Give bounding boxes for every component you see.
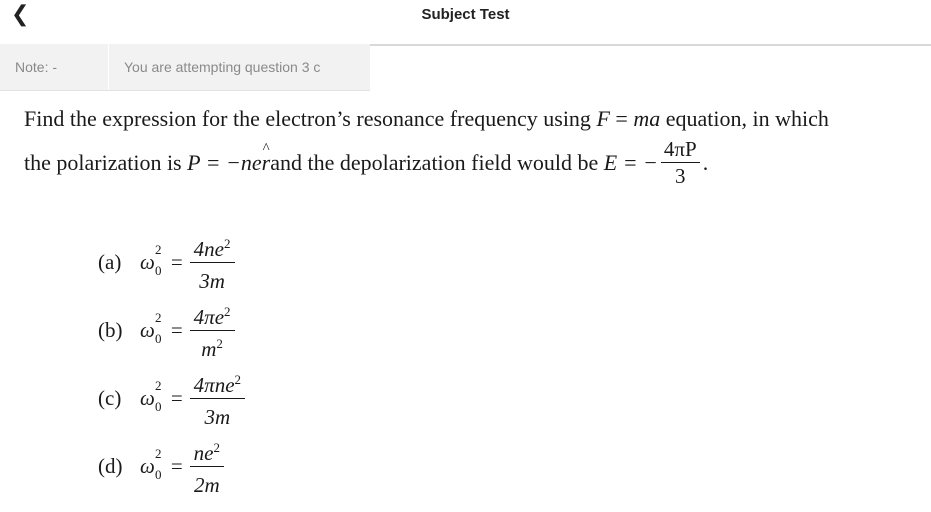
omega-exponent: 2 (155, 241, 162, 257)
option-c[interactable] (98, 364, 248, 432)
numerator-exponent: 2 (213, 439, 220, 455)
omega-exponent: 2 (155, 377, 162, 393)
denominator-base: 2m (194, 472, 220, 497)
option-label: (d) (98, 453, 123, 478)
option-b[interactable] (98, 296, 248, 364)
option-denominator (205, 399, 231, 430)
question-line-2-text: the polarization is (24, 149, 182, 175)
omega-glyph: ω (140, 317, 155, 342)
question-line-2-end: . (702, 149, 709, 175)
header-divider (370, 44, 931, 46)
equals-sign: = (170, 385, 183, 410)
equals-sign: = (170, 453, 183, 478)
top-bar (0, 0, 931, 32)
option-label: (a) (98, 249, 122, 274)
omega-glyph: ω (140, 249, 155, 274)
omega-symbol (140, 377, 162, 414)
field-equation: E = − (603, 149, 658, 175)
option-denominator (199, 263, 225, 294)
option-numerator (190, 231, 235, 263)
option-a[interactable] (98, 228, 248, 296)
numerator-exponent: 2 (224, 303, 231, 319)
question-line-1-tail: equation, in which (660, 106, 829, 131)
denominator-base: 3m (199, 268, 225, 293)
page-title: Subject Test (421, 6, 510, 23)
numerator-base: 4πne (193, 372, 235, 397)
option-denominator (201, 331, 223, 362)
option-d[interactable] (98, 432, 248, 500)
omega-exponent: 2 (155, 309, 162, 325)
omega-glyph: ω (140, 385, 155, 410)
note-text: You are attempting question 3 c (124, 59, 321, 75)
field-fraction-numerator: 4πP (661, 136, 700, 163)
option-numerator (190, 435, 224, 467)
omega-subscript: 0 (155, 466, 162, 482)
option-fraction (190, 231, 235, 294)
equals-sign: = (170, 249, 183, 274)
denominator-base: m (201, 336, 217, 361)
omega-glyph: ω (140, 453, 155, 478)
omega-subscript: 0 (155, 398, 162, 414)
question-line-2-mid: and the depolarization field would be (270, 149, 599, 175)
option-fraction (190, 299, 235, 362)
omega-symbol (140, 309, 162, 346)
option-fraction (190, 435, 224, 498)
numerator-base: 4πe (193, 304, 225, 329)
denominator-base: 3m (204, 404, 231, 429)
omega-symbol (140, 445, 162, 482)
equals-sign: = (170, 317, 183, 342)
numerator-exponent: 2 (224, 235, 231, 251)
note-divider (108, 44, 109, 90)
question-line-2 (24, 136, 924, 189)
chevron-left-icon[interactable]: ❮ (11, 2, 30, 27)
polarization-equation: P = −ne (187, 149, 262, 175)
option-numerator (190, 367, 245, 399)
option-denominator (194, 467, 220, 498)
option-label: (c) (98, 385, 122, 410)
question-line-1-text: Find the expression for the electron’s resonance frequency using (24, 106, 597, 131)
omega-symbol (140, 241, 162, 278)
omega-subscript: 0 (155, 262, 162, 278)
force-symbol: F (596, 106, 610, 131)
question-line-1: Find the expression for the electron’s resonance frequency using F = ma equation, in which (24, 106, 829, 131)
ma-symbol: ma (633, 106, 661, 131)
unit-vector-r: r ^ (262, 146, 271, 180)
answer-options (98, 228, 248, 500)
option-numerator (190, 299, 235, 331)
option-fraction (190, 367, 245, 430)
omega-exponent: 2 (155, 445, 162, 461)
numerator-base: ne (193, 440, 214, 465)
field-fraction-denominator: 3 (675, 164, 686, 188)
note-bar (0, 44, 370, 91)
omega-subscript: 0 (155, 330, 162, 346)
question-text (24, 102, 924, 189)
numerator-exponent: 2 (234, 371, 242, 387)
option-label: (b) (98, 317, 123, 342)
note-label: Note: - (15, 59, 58, 75)
denominator-exponent: 2 (216, 335, 223, 351)
numerator-base: 4ne (193, 236, 224, 261)
field-fraction (661, 136, 700, 189)
